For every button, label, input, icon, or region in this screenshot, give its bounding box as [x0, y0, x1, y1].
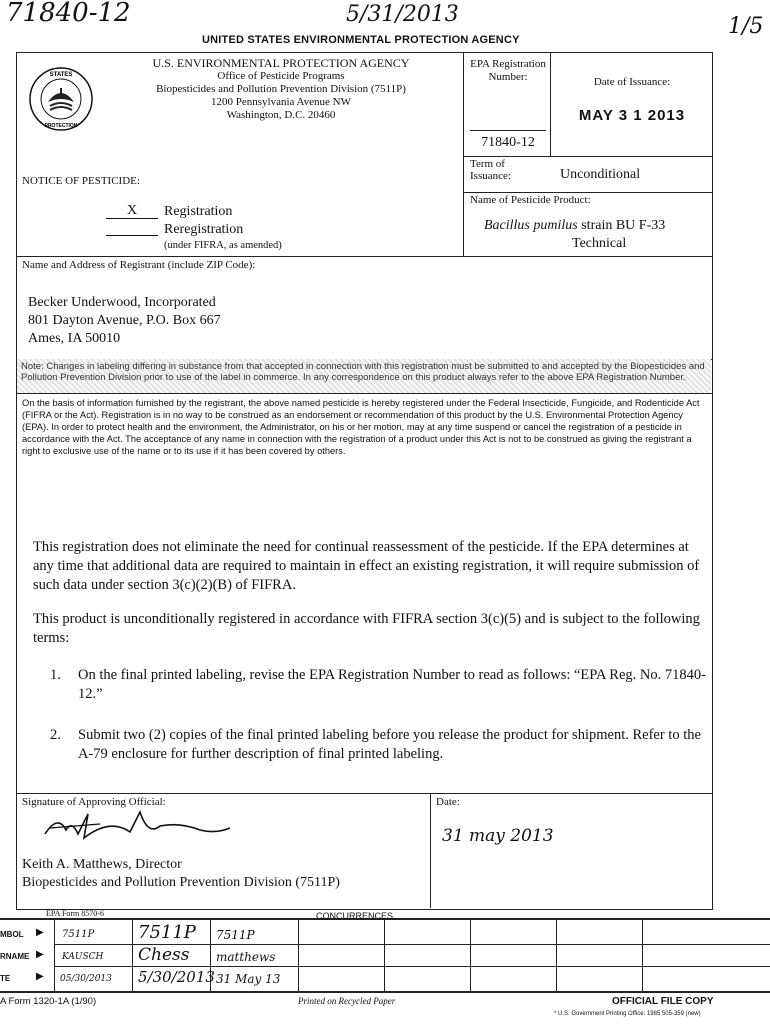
agency-division: Biopesticides and Pollution Prevention Division (7511P): [156, 83, 406, 95]
official-block: [22, 856, 340, 892]
reregistration-option: Reregistration: [164, 222, 244, 237]
gpo-note: * U.S. Government Printing Office: 1985 505-359 (new): [554, 1011, 701, 1017]
header-banner: UNITED STATES ENVIRONMENTAL PROTECTION AGENCY: [202, 34, 520, 46]
row-label-symbol: MBOL: [0, 930, 24, 939]
term-1-number: 1.: [50, 667, 61, 683]
handwritten-signature: [40, 808, 240, 849]
svg-text:STATES: STATES: [49, 72, 73, 78]
arrow-icon: ▶: [36, 927, 44, 938]
term-1-text: On the final printed labeling, revise the EPA Registration Number to read as follows: “EPA Reg. No. 71840-12.”: [78, 667, 706, 702]
paragraph-unconditional: This product is unconditionally registered in accordance with FIFRA section 3(c)(5) and is subject to the following terms:: [33, 611, 700, 646]
reg-number-label: EPA Registration Number:: [470, 58, 546, 83]
concurrence-surname-1: KAUSCH: [62, 952, 104, 962]
concurrence-date-3: 31 May 13: [216, 972, 281, 986]
notice-title: NOTICE OF PESTICIDE:: [22, 175, 140, 187]
handwritten-page: 1/5: [728, 14, 764, 39]
product-label: Name of Pesticide Product:: [470, 194, 591, 206]
term-2-text: Submit two (2) copies of the final printed labeling before you release the product for shipment. Refer to the A-79 enclosure for further description of final printed labeling.: [78, 727, 701, 762]
issuance-label: Date of Issuance:: [593, 76, 671, 88]
agency-address1: 1200 Pennsylvania Avenue NW: [210, 96, 352, 108]
concurrence-surname-3: matthews: [216, 950, 276, 964]
registrant-line1: Becker Underwood, Incorporated: [28, 295, 216, 310]
concurrence-date-1: 05/30/2013: [60, 974, 112, 984]
row-label-date: TE: [0, 974, 11, 983]
registration-option: Registration: [164, 204, 233, 219]
handwritten-reg-number: 71840-12: [6, 0, 131, 28]
arrow-icon: ▶: [36, 949, 44, 960]
handwritten-date-signed: 31 may 2013: [442, 826, 554, 846]
official-name: Keith A. Matthews, Director: [22, 857, 182, 872]
row-label-surname: RNAME: [0, 952, 30, 961]
agency-office: Office of Pesticide Programs: [217, 70, 345, 82]
agency-block: [104, 57, 458, 122]
term-value: Unconditional: [560, 167, 641, 182]
registrant-line3: Ames, IA 50010: [28, 331, 121, 346]
recycled-paper-note: Printed on Recycled Paper: [298, 996, 396, 1006]
reg-number-value: 71840-12: [481, 135, 535, 150]
date-label: Date:: [436, 796, 460, 808]
concurrence-date-2: 5/30/2013: [138, 968, 215, 986]
registrant-address: [28, 294, 221, 348]
term-label: Term of Issuance:: [470, 158, 511, 182]
product-name: [484, 218, 665, 234]
signature-label: Signature of Approving Official:: [22, 796, 166, 808]
registrant-line2: 801 Dayton Avenue, P.O. Box 667: [28, 313, 221, 328]
registrant-label: Name and Address of Registrant (include ZIP Code):: [22, 259, 256, 271]
handwritten-date: 5/31/2013: [346, 2, 459, 27]
agency-address2: Washington, D.C. 20460: [226, 109, 336, 121]
svg-text:PROTECTION: PROTECTION: [44, 123, 78, 129]
labeling-note: Note: Changes in labeling differing in substance from that accepted in connection with this registration must be submitted to and accepted by the Biopesticides and Pollution Prevention Division prior to use of the label in commerce. In any correspondence on this product always refer to the above EPA Registration Number.: [17, 359, 711, 393]
concurrence-surname-2: Chess: [138, 945, 190, 965]
concurrence-symbol-1: 7511P: [62, 929, 95, 940]
epa-form-small: EPA Form 8570-6: [46, 909, 104, 918]
product-name-rest: strain BU F-33: [581, 218, 666, 233]
epa-seal-logo: [28, 66, 94, 132]
reregistration-blank: [106, 235, 158, 236]
agency-name: U.S. ENVIRONMENTAL PROTECTION AGENCY: [152, 56, 410, 70]
registration-basis-text: On the basis of information furnished by the registrant, the above named pesticide is hereby registered under the Federal Insecticide, Fungicide, and Rodenticide Act (FIFRA or the Act). Registration is in no way to be construed as an endorsement or recommendation of this product by the U.S. Environmental Protection Agency (EPA). In order to protect health and the environment, the Administrator, on his or her motion, may at any time suspend or cancel the registration of a pesticide in accordance with the Act. The acceptance of any name in connection with the registration of a product under this Act is not to be construed as giving the registrant a right to exclusive use of the name or to its use if it has been covered by others.: [22, 398, 700, 456]
registration-checkmark: X: [106, 204, 158, 219]
concurrence-symbol-3: 7511P: [216, 928, 255, 942]
arrow-icon: ▶: [36, 971, 44, 982]
product-line2: Technical: [572, 236, 627, 251]
official-division: Biopesticides and Pollution Prevention Division (7511P): [22, 875, 340, 890]
concurrences-title: CONCURRENCES: [316, 911, 394, 921]
issuance-stamp: MAY 3 1 2013: [578, 107, 686, 124]
product-name-italic: Bacillus pumilus: [484, 218, 578, 233]
term-2-number: 2.: [50, 727, 61, 743]
concurrence-symbol-2: 7511P: [138, 922, 196, 943]
official-file-copy: OFFICIAL FILE COPY: [612, 996, 714, 1007]
under-fifra: (under FIFRA, as amended): [164, 240, 282, 251]
form-number: A Form 1320-1A (1/90): [0, 996, 97, 1007]
paragraph-reassessment: This registration does not eliminate the need for continual reassessment of the pesticide. If the EPA determines at any time that additional data are required to maintain in effect an existing registration, it will require submission of such data under section 3(c)(2)(B) of FIFRA.: [33, 539, 700, 593]
